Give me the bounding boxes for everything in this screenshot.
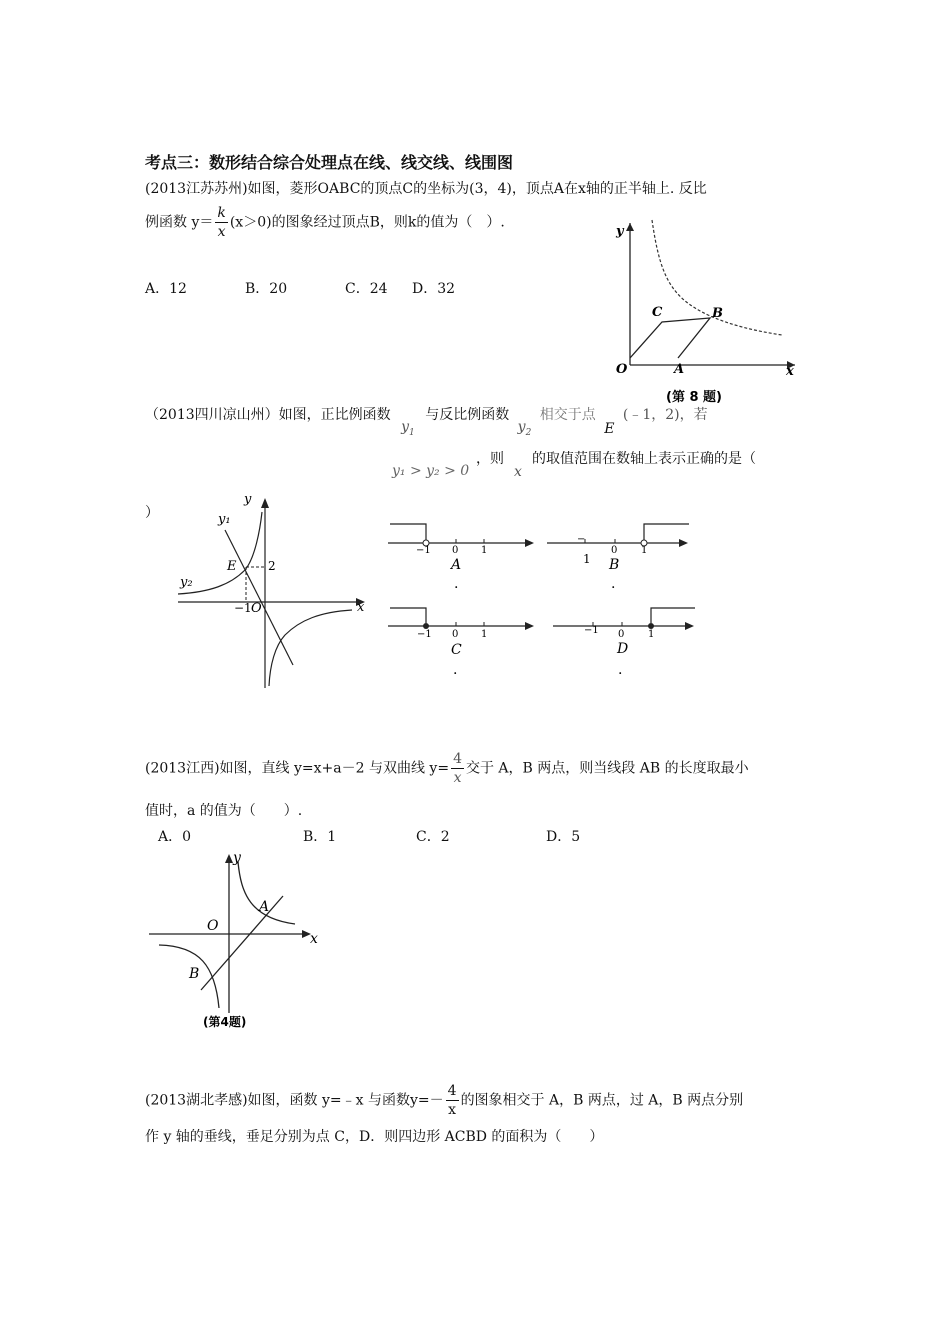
q2-option-c-numberline <box>388 604 538 679</box>
q3-line1-post: 交于 A，B 两点，则当线段 AB 的长度取最小 <box>465 760 749 777</box>
q3-fraction <box>451 750 464 787</box>
q2-hyperbola-right <box>269 610 352 686</box>
q2-y-arrow-icon <box>261 498 269 508</box>
q3-line <box>201 896 283 990</box>
q2-fig-neg1: −1 <box>234 601 252 615</box>
q1-fig-b: B <box>712 306 723 321</box>
q2a-label-0: 0 <box>452 545 459 556</box>
q1-line2-post: (x＞0)的图象经过顶点B，则k的值为（ ）. <box>229 214 505 231</box>
q2-fig-y2: y₂ <box>180 575 193 590</box>
q3-fig-a: A <box>259 899 270 915</box>
q2a-letter: A <box>451 557 462 573</box>
q4-line1 <box>145 1082 743 1119</box>
q2b-letter: B <box>609 557 620 573</box>
q2-fig-o: O <box>251 601 262 616</box>
q2-y1-letter: y <box>401 419 410 435</box>
q2b-label-extra: 1 <box>583 552 591 566</box>
q2-fig-y1: y₁ <box>218 512 231 527</box>
q2a-ray <box>390 524 426 540</box>
q2c-label-neg1: −1 <box>417 629 432 640</box>
q2-figure <box>170 490 370 690</box>
q2d-label-1: 1 <box>648 629 655 640</box>
q2-line-y1 <box>225 530 293 665</box>
q2-y2-letter: y <box>517 419 526 435</box>
q3-line1-pre: (2013江西)如图，直线 y=x+a－2 与双曲线 y= <box>145 760 450 777</box>
q2-fig-x: x <box>357 600 365 615</box>
q2-x: x <box>514 464 522 480</box>
q3-frac-num: 4 <box>453 751 462 767</box>
q2-e: E <box>604 421 615 437</box>
q1-fig-o: O <box>616 362 628 377</box>
q2b-label-0: 0 <box>611 545 618 556</box>
q1-line2 <box>145 204 505 241</box>
q2-line2-a: ，则 <box>476 451 504 467</box>
q3-fig-caption: (第4题) <box>203 1015 247 1029</box>
q2d-ray <box>651 608 695 623</box>
q2-point: (﹣1，2)，若 <box>622 407 708 423</box>
q2a-arrow-icon <box>525 539 534 547</box>
q2b-dot: . <box>611 576 616 592</box>
q3-figure <box>145 848 335 1033</box>
q2b-ray <box>644 524 689 540</box>
q2-y1-sub: 1 <box>409 427 415 438</box>
q2-line3: ） <box>145 505 159 521</box>
q2c-letter: C <box>451 642 462 658</box>
q2-line2-b: 的取值范围在数轴上表示正确的是（ <box>532 451 756 467</box>
q2c-dot: . <box>453 662 458 678</box>
q4-frac-num: 4 <box>447 1083 457 1099</box>
q1-option-d: D．32 <box>412 281 456 297</box>
q2-y2-sub: 2 <box>525 427 532 438</box>
q1-fig-x: x <box>786 364 794 379</box>
q2-option-d-numberline <box>553 604 703 679</box>
q3-fig-x: x <box>310 931 318 947</box>
q2d-label-0: 0 <box>618 629 625 640</box>
q1-line2-pre: 例函数 y＝ <box>145 214 214 231</box>
q1-fig-y: y <box>616 224 624 239</box>
q3-fig-o: O <box>207 918 219 934</box>
q1-option-a: A．12 <box>145 281 187 297</box>
q1-option-c: C．24 <box>345 281 388 297</box>
q2-y1 <box>401 419 415 438</box>
q1-fig-caption: (第 8 题) <box>666 390 722 405</box>
q3-option-a: A．0 <box>158 829 192 845</box>
q3-line2: 值时，a 的值为（ ）. <box>145 803 303 819</box>
q2-fig-e: E <box>227 559 237 574</box>
q2a-label-neg1: −1 <box>416 545 431 556</box>
q2c-label-1: 1 <box>481 629 488 640</box>
q1-line1: (2013江苏苏州)如图，菱形OABC的顶点C的坐标为(3，4)，顶点A在x轴的正半轴上. 反比 <box>145 181 707 197</box>
q3-option-d: D．5 <box>546 829 581 845</box>
section-title: 考点三：数形结合综合处理点在线、线交线、线围图 <box>145 153 514 172</box>
q3-fig-y: y <box>233 850 241 866</box>
q2-y2 <box>517 419 532 438</box>
q2d-letter: D <box>617 641 629 657</box>
q2d-label-neg1: −1 <box>584 625 599 636</box>
q2c-arrow-icon <box>525 622 534 630</box>
q3-fig-b: B <box>189 966 200 982</box>
q2b-arrow-icon <box>679 539 688 547</box>
q1-figure <box>590 215 805 410</box>
q4-fraction <box>446 1082 459 1119</box>
q2-text-a: （2013四川凉山州）如图，正比例函数 <box>145 407 391 423</box>
q4-line1-post: 的图象相交于 A，B 两点，过 A，B 两点分别 <box>460 1092 744 1109</box>
q2d-dot: . <box>618 662 623 678</box>
q3-line1 <box>145 750 749 787</box>
q2b-label-minus: − <box>577 534 586 545</box>
q2-line1 <box>145 404 708 438</box>
q1-frac-den: x <box>217 224 226 240</box>
q2-option-b-numberline <box>547 518 697 593</box>
q1-frac-num: k <box>217 205 226 221</box>
q1-fraction <box>215 204 227 241</box>
q2b-label-1: 1 <box>641 545 648 556</box>
q1-y-arrow-icon <box>626 223 634 231</box>
q2d-arrow-icon <box>685 622 694 630</box>
q2-option-a-numberline <box>388 518 538 593</box>
q4-frac-den: x <box>448 1102 457 1118</box>
q3-frac-den: x <box>453 770 462 786</box>
q3-option-c: C．2 <box>416 829 450 845</box>
q1-rhombus <box>630 318 710 358</box>
q2-fig-y: y <box>244 492 252 507</box>
q3-y-arrow-icon <box>225 854 233 863</box>
q4-line2: 作 y 轴的垂线，垂足分别为点 C，D．则四边形 ACBD 的面积为（ ） <box>145 1129 604 1145</box>
q2a-dot: . <box>454 576 459 592</box>
q2c-ray <box>390 608 426 623</box>
q4-func-pre: y=－ <box>410 1092 444 1109</box>
q4-line1-pre: (2013湖北孝感)如图，函数 y=﹣x 与函数 <box>145 1092 410 1109</box>
q3-option-b: B．1 <box>303 829 337 845</box>
q2-fig-2: 2 <box>268 559 276 573</box>
q2-text-b: 与反比例函数 <box>425 407 510 423</box>
q2-condition: y₁ > y₂ > 0 <box>392 463 470 479</box>
q1-fig-a: A <box>674 362 685 377</box>
q2a-label-1: 1 <box>481 545 488 556</box>
q2-text-c: 相交于点 <box>539 407 596 423</box>
q1-option-b: B．20 <box>245 281 288 297</box>
q1-fig-c: C <box>652 305 663 320</box>
q2c-label-0: 0 <box>452 629 459 640</box>
